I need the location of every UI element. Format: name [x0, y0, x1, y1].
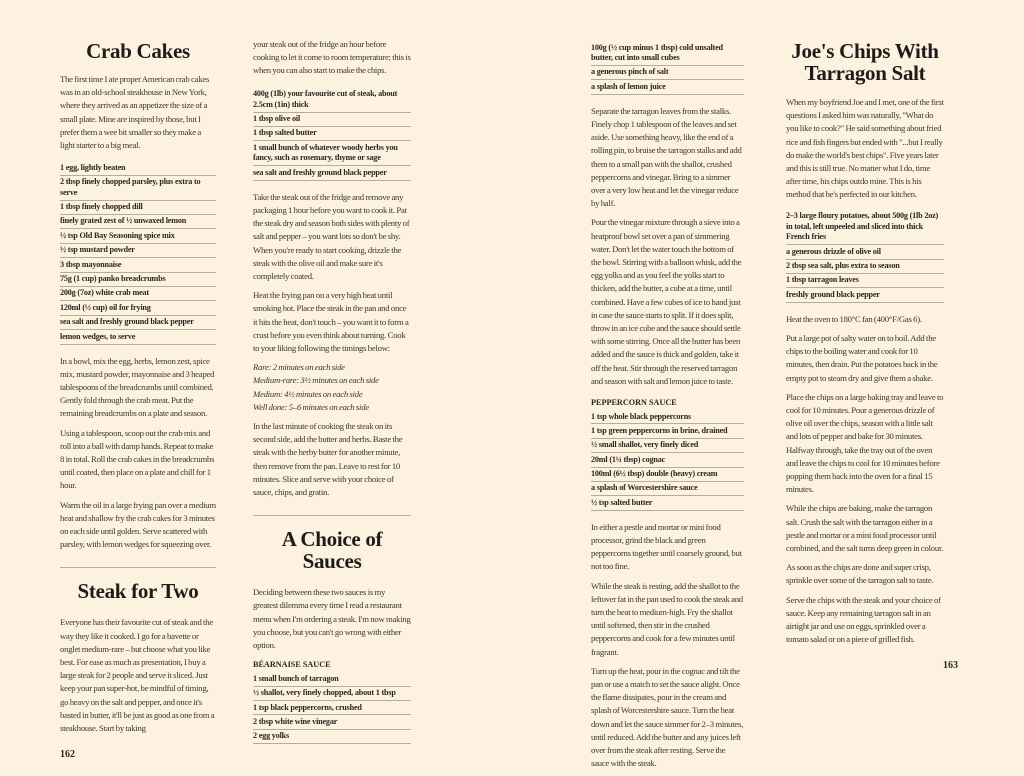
method-paragraph: Turn up the heat, pour in the cognac and tilt the pan or use a match to set the sauce alight. Once the flame dissipates, pour in the cream and splash of Worcestershire sauce. Turn the heat down and let the sauce simmer for 2–3 minutes, until reduced. Add the butter and any juices left over from the steak after resting. Serve the sauce with the steak. — [591, 665, 744, 769]
ingredient-item: 1 tbsp salted butter — [253, 127, 411, 141]
timing-line: Well done: 5–6 minutes on each side — [253, 401, 369, 412]
method-paragraph: In either a pestle and mortar or mini food processor, grind the black and green peppercorns together until coarsely ground, but not too fine. — [591, 521, 742, 572]
method-paragraph: As soon as the chips are done and super crisp, sprinkle over some of the tarragon salt to taste. — [786, 562, 934, 586]
method-paragraph: Warm the oil in a large frying pan over a medium heat and shallow fry the crab cakes for 3 minutes on each side until golden. Serve scattered with parsley, with lemon wedges for squeezing over. — [60, 499, 216, 550]
recipe-title: Crab Cakes — [86, 39, 190, 63]
ingredient-item: 3 tbsp mayonnaise — [60, 258, 216, 272]
intro-paragraph: Deciding between these two sauces is my greatest dilemma every time I read a restaurant menu when I'm ordering a steak. I'm now making you choose, but you can't go wrong with either option. — [253, 587, 411, 651]
ingredient-item: ½ tsp Old Bay Seasoning spice mix — [60, 229, 216, 243]
intro-paragraph: The first time I ate proper American crab cakes was in an old-school steakhouse in New York, where they arrived as an appetizer the size of a small plate. Mine are inspired by those, but I prefer them a wee bit smaller so they make a light starter to a big meal. — [60, 74, 210, 151]
ingredient-list — [591, 410, 744, 511]
ingredient-item: finely grated zest of ½ unwaxed lemon — [60, 215, 216, 229]
ingredient-item: a splash of Worcestershire sauce — [591, 482, 744, 496]
section-divider — [253, 515, 411, 516]
left-column-2 — [253, 38, 411, 744]
intro-paragraph: your steak out of the fridge an hour before cooking to let it come to room temperature; this is when you can also start to make the chips. — [253, 39, 411, 76]
page-number: 163 — [943, 660, 958, 672]
ingredient-item: a splash of lemon juice — [591, 80, 744, 94]
ingredient-item: 2 egg yolks — [253, 730, 411, 744]
ingredient-item: 2 tbsp finely chopped parsley, plus extra to serve — [60, 176, 216, 201]
ingredient-item: 1 tbsp tarragon leaves — [786, 274, 944, 288]
method-paragraph: Using a tablespoon, scoop out the crab mix and roll into a ball with damp hands. Repeat to make 8 in total. Roll the crab cakes in the breadcrumbs until coated, then place on a plate and chill for 1 hour. — [60, 427, 215, 491]
method-paragraph: While the chips are baking, make the tarragon salt. Crush the salt with the tarragon either in a pestle and mortar or a mini food processor until combined, and the salt turns deep green in colour. — [786, 503, 944, 554]
ingredient-list — [591, 41, 744, 95]
intro-paragraph: When my boyfriend Joe and I met, one of the first questions I asked him was naturally, "What do you like to cook?" He said something about fried rice and fish fingers but ended with "...but I really do make the world's best chips". Five years later and this is still true. No matter what I do, time after time, his chips outdo mine. This is his method that he's perfected in our kitchen. — [786, 97, 944, 200]
method-paragraph: In the last minute of cooking the steak on its second side, add the butter and herbs. Baste the steak with the herby butter for another minute, then remove from the pan. Leave to rest for 10 minutes. Slice and serve with your choice of sauce, chips, and gratin. — [253, 421, 403, 498]
ingredient-list — [60, 161, 216, 344]
ingredient-item: sea salt and freshly ground black pepper — [60, 316, 216, 330]
ingredient-item: 75g (1 cup) panko breadcrumbs — [60, 273, 216, 287]
method-paragraph: Pour the vinegar mixture through a sieve into a heatproof bowl set over a pan of simmering water. Don't let the water touch the bottom of the bowl. Stirring with a balloon whisk, add the egg yolks and as you feel the yolks start to thicken, add the butter, a cube at a time, until combined. Have a few cubes of ice to hand just in case the sauce starts to split. If it does split, throw in an ice cube and the sauce should settle with some stirring. Once all the butter has been added and the sauce is thick and golden, take it off the heat. Stir through the reserved tarragon and season with salt and lemon juice to taste. — [591, 217, 742, 386]
ingredient-item: ½ tsp salted butter — [591, 496, 744, 510]
method-paragraph: Heat the oven to 180°C fan (400°F/Gas 6). — [786, 313, 922, 324]
ingredient-item: 2 tbsp white wine vinegar — [253, 715, 411, 729]
ingredient-item: 2 tbsp sea salt, plus extra to season — [786, 260, 944, 274]
ingredient-item: 1 tsp black peppercorns, crushed — [253, 701, 411, 715]
timing-line: Rare: 2 minutes on each side — [253, 362, 345, 373]
ingredient-item: 200g (7oz) white crab meat — [60, 287, 216, 301]
timing-line: Medium-rare: 3½ minutes on each side — [253, 375, 379, 386]
ingredient-item: 1 small bunch of whatever woody herbs you fancy, such as rosemary, thyme or sage — [253, 141, 411, 166]
method-paragraph: In a bowl, mix the egg, herbs, lemon zest, spice mix, mustard powder, mayonnaise and 3 heaped tablespoons of the breadcrumbs until combined. Gently fold through the crab meat. Put the remaining breadcrumbs on a plate and season. — [60, 355, 215, 419]
ingredient-item: lemon wedges, to serve — [60, 330, 216, 344]
ingredient-list — [253, 88, 411, 181]
recipe-title-line2: Tarragon Salt — [804, 61, 926, 85]
sauce-heading: BÉARNAISE SAUCE — [253, 660, 331, 670]
right-column-2 — [786, 38, 958, 672]
ingredient-item: 20ml (1¼ tbsp) cognac — [591, 453, 744, 467]
ingredient-item: 1 small bunch of tarragon — [253, 672, 411, 686]
method-paragraph: While the steak is resting, add the shallot to the leftover fat in the pan used to cook the steak and turn the heat to medium-high. Fry the shallot until softened, then stir in the crushed peppercorns and cook for a few minutes until fragrant. — [591, 580, 743, 657]
ingredient-item: 400g (1lb) your favourite cut of steak, about 2.5cm (1in) thick — [253, 88, 411, 113]
ingredient-item: 1 tsp green peppercorns in brine, drained — [591, 424, 744, 438]
left-column-1 — [60, 38, 216, 760]
recipe-title: Steak for Two — [77, 579, 199, 604]
intro-paragraph: Everyone has their favourite cut of steak and the way they like it cooked. I go for a bavette or onglet medium-rare – but choose what you like best. For ease as much as presentation, I buy a large steak for 2 people and serve it sliced. Just keep your pan super-hot, be mindful of timing, go heavy on the salt and pepper, and once it's basted in butter, it'll be just as good as one from a steakhouse. Start by taking — [60, 617, 215, 733]
method-paragraph: Serve the chips with the steak and your choice of sauce. Keep any remaining tarragon salt in an airtight jar and use on eggs, sprinkled over a tomato salad or on a piece of grilled fish. — [786, 594, 941, 645]
ingredient-item: 1 tbsp finely chopped dill — [60, 201, 216, 215]
ingredient-item: ½ small shallot, very finely diced — [591, 439, 744, 453]
method-paragraph: Heat the frying pan on a very high heat until smoking hot. Place the steak in the pan and once it hits the heat, don't touch – you want it to form a crust before you even think about turning. Cook to your liking following the timings below: — [253, 290, 409, 353]
page-number: 162 — [60, 749, 75, 761]
timings-list — [253, 361, 411, 414]
ingredient-item: ½ tsp mustard powder — [60, 244, 216, 258]
method-paragraph: Place the chips on a large baking tray and leave to cool for 10 minutes. Pour a generous drizzle of olive oil over the chips, season with a little salt and lots of pepper and bake for 30 minutes. Halfway through, take the tray out of the oven and leave the chips to cool for 10 minutes before popping them back into the oven for a final 15 minutes. — [786, 391, 944, 495]
ingredient-item: sea salt and freshly ground black pepper — [253, 166, 411, 180]
timing-line: Medium: 4½ minutes on each side — [253, 388, 363, 399]
ingredient-item: a generous drizzle of olive oil — [786, 245, 944, 259]
ingredient-list — [253, 672, 411, 744]
ingredient-item: ½ shallot, very finely chopped, about 1 tbsp — [253, 687, 411, 701]
ingredient-item: 1 egg, lightly beaten — [60, 161, 216, 175]
right-column-1 — [591, 41, 744, 776]
ingredient-item: a generous pinch of salt — [591, 66, 744, 80]
ingredient-list — [786, 210, 944, 303]
ingredient-item: 2–3 large floury potatoes, about 500g (1lb 2oz) in total, left unpeeled and sliced into thick French fries — [786, 210, 944, 246]
recipe-title: A Choice of Sauces — [281, 527, 383, 574]
recipe-title-line1: Joe's Chips With — [791, 39, 939, 63]
method-paragraph: Put a large pot of salty water on to boil. Add the chips to the boiling water and cook for 10 minutes, then drain. Put the potatoes back in the empty pot to steam dry and give them a shake. — [786, 332, 938, 383]
ingredient-item: 120ml (½ cup) oil for frying — [60, 301, 216, 315]
method-paragraph: Separate the tarragon leaves from the stalks. Finely chop 1 tablespoon of the leaves and set aside. Use something heavy, like the end of a rolling pin, to bruise the tarragon stalks and add them to a small pan with the shallot, crushed peppercorns and vinegar. Bring to a simmer over a very low heat and let the vinegar reduce by half. — [591, 105, 742, 209]
ingredient-item: 1 tsp whole black peppercorns — [591, 410, 744, 424]
ingredient-item: 100ml (6½ tbsp) double (heavy) cream — [591, 468, 744, 482]
ingredient-item: 100g (½ cup minus 1 tbsp) cold unsalted butter, cut into small cubes — [591, 41, 744, 66]
sauce-heading: PEPPERCORN SAUCE — [591, 398, 677, 408]
section-divider — [60, 567, 216, 568]
method-paragraph: Take the steak out of the fridge and remove any packaging 1 hour before you want to cook it. Pat the steak dry and season both sides with plenty of salt and pepper – you want lots so don't be shy. When you're ready to start cooking, drizzle the steak with the olive oil and make sure it's completely coated. — [253, 191, 410, 281]
method — [786, 313, 944, 653]
ingredient-item: freshly ground black pepper — [786, 288, 944, 302]
ingredient-item: 1 tbsp olive oil — [253, 113, 411, 127]
